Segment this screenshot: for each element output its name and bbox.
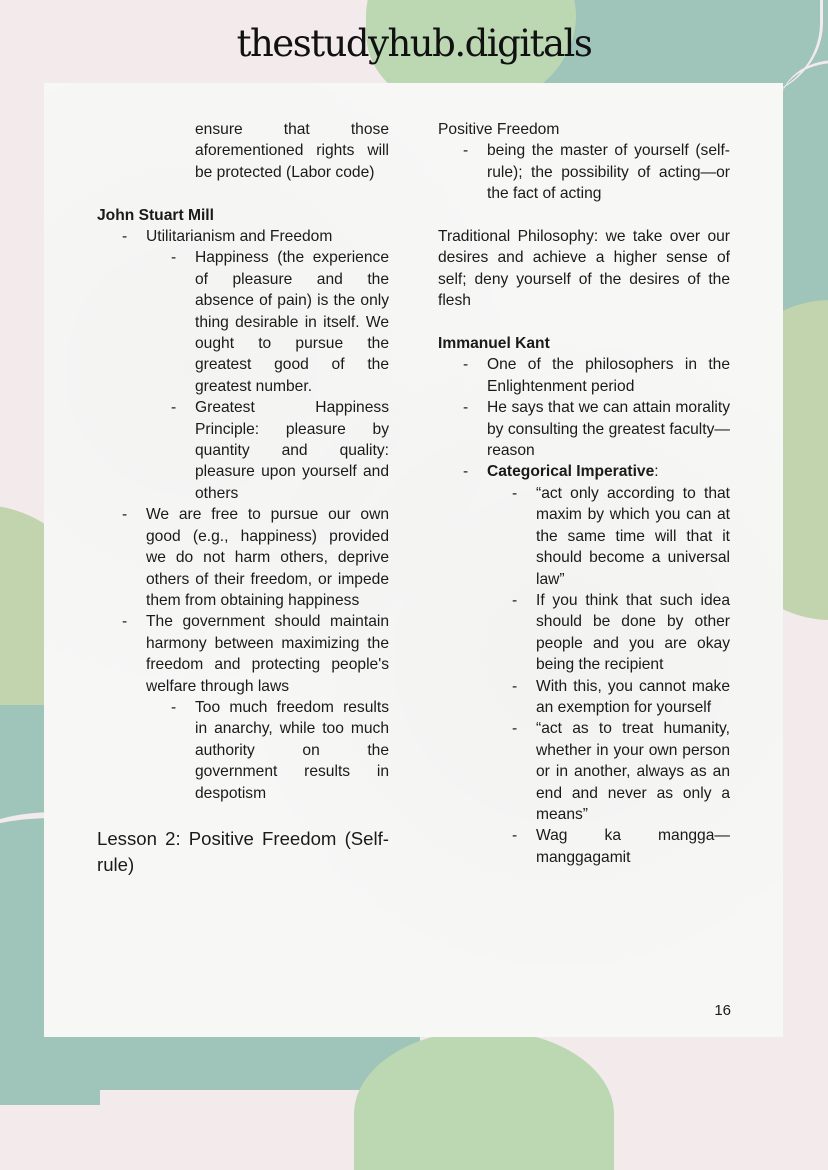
list-item: - If you think that such idea should be done by other people and you are okay being the recipient [512,591,730,674]
bullet-dash: - [463,399,469,417]
term-positive-freedom: Positive Freedom [438,121,560,138]
bullet-dash: - [171,249,177,267]
list-item: - With this, you cannot make an exemption for yourself [512,677,730,716]
document-page [44,83,783,1037]
list-item: - We are free to pursue our own good (e.g., happiness) provided we do not harm others, deprive others of their freedom, or impede them from obtaining happiness [122,506,389,609]
list-item: - Too much freedom results in anarchy, while too much authority on the government results in despotism [171,698,389,802]
list-item: - Categorical Imperative: [487,461,730,482]
list-item: - “act only according to that maxim by which you can at the same time will that it should become a universal law” [512,484,730,588]
bullet-dash: - [463,356,469,374]
left-column [97,119,389,878]
lesson-heading: Lesson 2: Positive Freedom (Self-rule) [97,827,389,875]
categorical-imperative-term: Categorical Imperative [487,463,655,481]
list-item: - Wag ka mangga—manggagamit [512,827,730,866]
decorative-blob-teal-bottom [0,1030,420,1090]
list-item: - He says that we can attain morality by consulting the greatest faculty—reason [463,399,730,460]
list-item: - Happiness (the experience of pleasure and the absence of pain) is the only thing desirable in itself. We ought to pursue the greatest good of the greatest number. [171,249,389,395]
section-title-kant: Immanuel Kant [438,335,550,353]
list-item: - Greatest Happiness Principle: pleasure by quantity and quality: pleasure upon yourself and others [171,399,389,502]
bullet-dash: - [512,484,518,502]
bullet-dash: - [512,827,518,845]
list-item: - The government should maintain harmony between maximizing the freedom and protecting people's welfare through laws [122,613,389,695]
bullet-dash: - [463,142,469,160]
page-number: 16 [714,1002,731,1019]
list-item: - “act as to treat humanity, whether in your own person or in another, always as an end and never as only a means” [512,720,730,823]
bullet-dash: - [171,698,177,716]
bullet-dash: - [122,228,128,246]
list-item: - One of the philosophers in the Enlightenment period [463,356,730,395]
bullet-dash: - [512,720,518,738]
list-item: - Utilitarianism and Freedom [146,226,389,247]
continuation-text: ensure that those aforementioned rights will be protected (Labor code) [195,121,389,181]
right-column [438,119,730,868]
bullet-dash: - [122,506,128,524]
section-title-mill: John Stuart Mill [97,206,214,224]
bullet-dash: - [463,463,469,481]
bullet-dash: - [122,613,128,631]
bullet-dash: - [512,591,518,609]
bullet-dash: - [512,677,518,695]
list-item: - being the master of yourself (self-rule); the possibility of acting—or the fact of acting [463,142,730,203]
bullet-dash: - [171,399,177,417]
traditional-philosophy-text: Traditional Philosophy: we take over our desires and achieve a higher sense of self; deny yourself of the desires of the flesh [438,228,730,310]
brand-title: thestudyhub.digitals [236,22,592,65]
